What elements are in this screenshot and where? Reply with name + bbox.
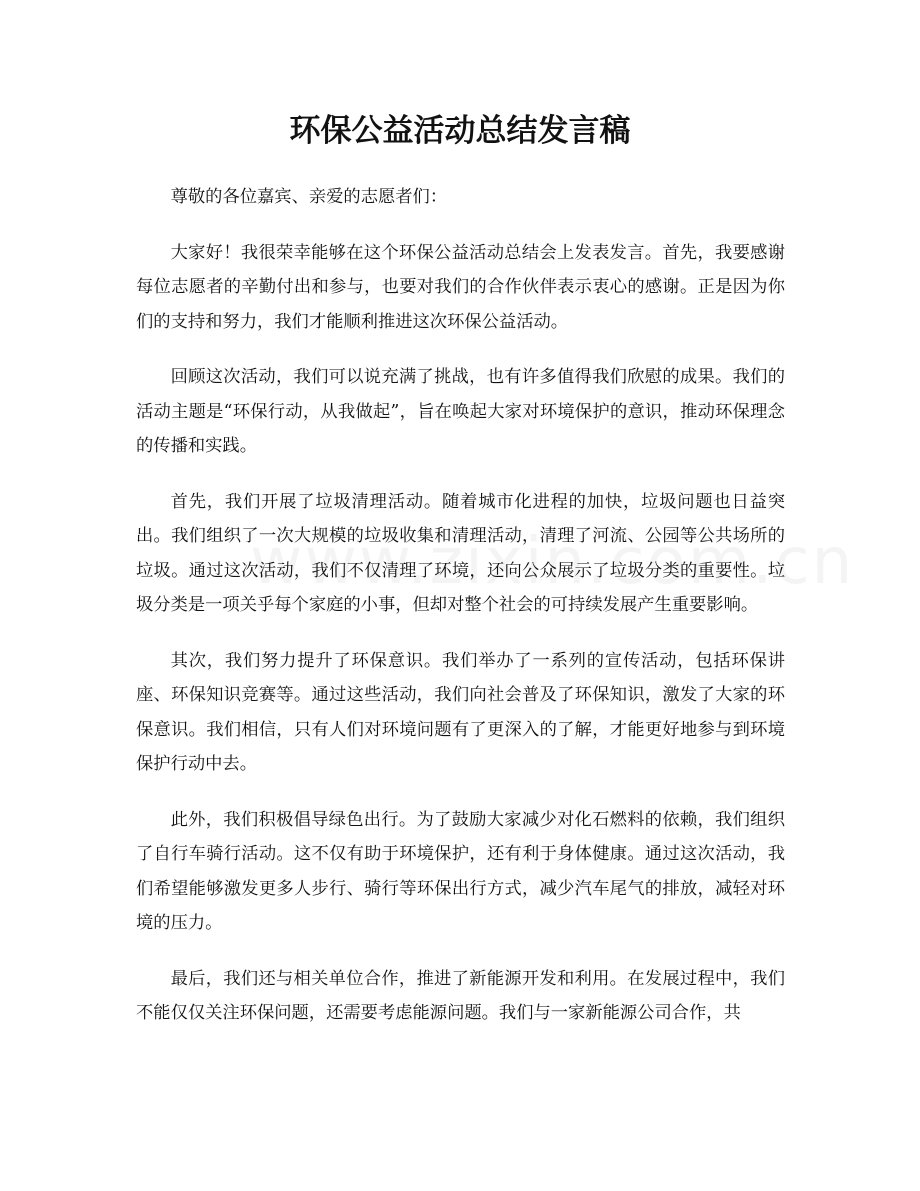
document-title: 环保公益活动总结发言稿: [289, 113, 631, 149]
paragraph-4: 其次，我们努力提升了环保意识。我们举办了一系列的宣传活动，包括环保讲座、环保知识竞赛等。通过这些活动，我们向社会普及了环保知识，激发了大家的环保意识。我们相信，只有人们对环境问题有了更深入的了解，才能更好地参与到环境保护行动中去。: [136, 650, 785, 774]
paragraph-1: 大家好！我很荣幸能够在这个环保公益活动总结会上发表发言。首先，我要感谢每位志愿者的辛勤付出和参与，也要对我们的合作伙伴表示衷心的感谢。正是因为你们的支持和努力，我们才能顺利推进这次环保公益活动。: [136, 242, 785, 332]
paragraph-6: 最后，我们还与相关单位合作，推进了新能源开发和利用。在发展过程中，我们不能仅仅关注环保问题，还需要考虑能源问题。我们与一家新能源公司合作，共: [136, 968, 785, 1023]
document-body: [136, 180, 785, 1052]
paragraph-5: 此外，我们积极倡导绿色出行。为了鼓励大家减少对化石燃料的依赖，我们组织了自行车骑行活动。这不仅有助于环境保护，还有利于身体健康。通过这次活动，我们希望能够激发更多人步行、骑行等环保出行方式，减少汽车尾气的排放，减轻对环境的压力。: [136, 809, 785, 933]
paragraph-3: 首先，我们开展了垃圾清理活动。随着城市化进程的加快，垃圾问题也日益突出。我们组织了一次大规模的垃圾收集和清理活动，清理了河流、公园等公共场所的垃圾。通过这次活动，我们不仅清理了环境，还向公众展示了垃圾分类的重要性。垃圾分类是一项关乎每个家庭的小事，但却对整个社会的可持续发展产生重要影响。: [136, 491, 785, 615]
salutation: 尊敬的各位嘉宾、亲爱的志愿者们：: [170, 187, 448, 207]
paragraph-2: 回顾这次活动，我们可以说充满了挑战，也有许多值得我们欣慰的成果。我们的活动主题是“环保行动，从我做起”，旨在唤起大家对环境保护的意识，推动环保理念的传播和实践。: [136, 367, 785, 456]
